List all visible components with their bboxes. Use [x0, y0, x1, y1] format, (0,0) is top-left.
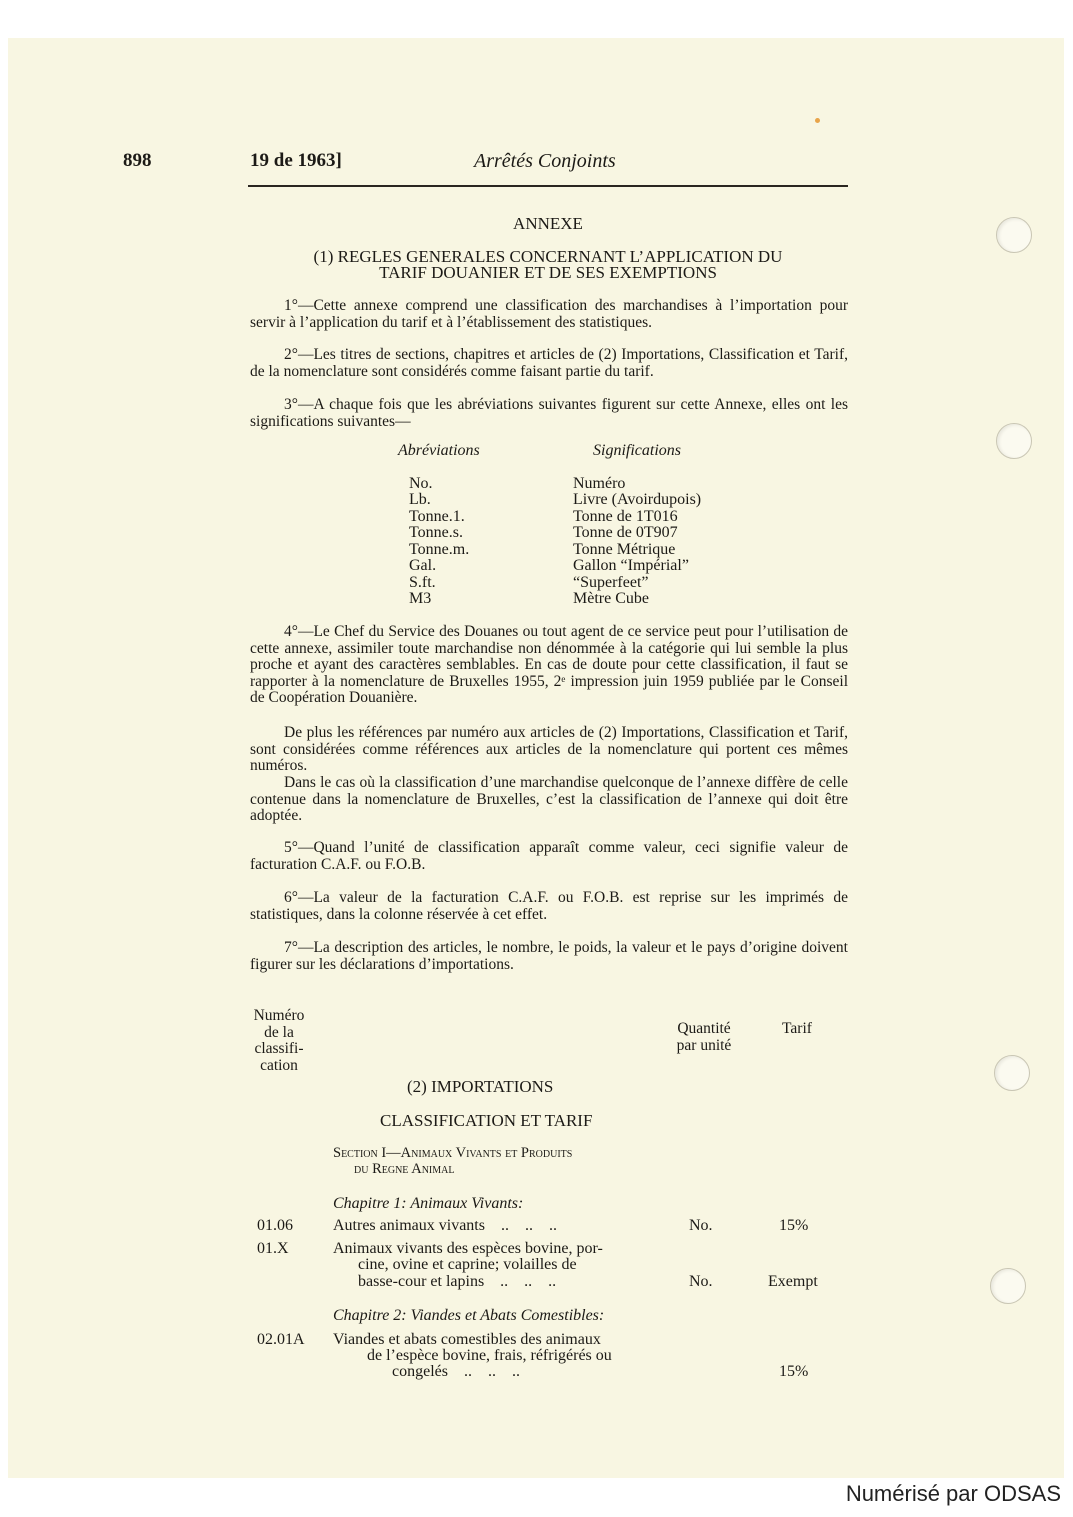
row-tarif: 15% [779, 1363, 809, 1380]
abbr-meaning: Numéro [573, 475, 626, 492]
paragraph-6: 6°—La valeur de la facturation C.A.F. ou F.O.B. est reprise sur les imprimés de statistiques, dans la colonne réservée à cet effet. [250, 889, 848, 923]
paragraph-1: 1°—Cette annexe comprend une classification des marchandises à l’importation pour servir à l’application du tarif et à l’établissement des statistiques. [250, 297, 848, 331]
punch-hole-3 [994, 1055, 1030, 1091]
abbr-item: No. [409, 475, 433, 492]
col-header-number-line: de la [264, 1023, 294, 1041]
abbr-item: S.ft. [409, 574, 436, 591]
abbr-item: Lb. [409, 491, 431, 508]
row-description: Viandes et abats comestibles des animaux [333, 1331, 601, 1348]
row-tarif: Exempt [768, 1273, 818, 1290]
col-header-number-line: cation [260, 1056, 298, 1074]
row-unit: No. [689, 1217, 713, 1234]
col-header-number [244, 1008, 314, 1074]
rules-title-line1: (1) REGLES GENERALES CONCERNANT L’APPLICATION DU [313, 247, 783, 266]
rules-title-line2: TARIF DOUANIER ET DE SES EXEMPTIONS [379, 263, 717, 282]
abbr-item: Tonne.s. [409, 524, 463, 541]
row-tarif: 15% [779, 1217, 809, 1234]
section-subtitle: CLASSIFICATION ET TARIF [380, 1111, 593, 1130]
col-header-quantity [664, 1021, 744, 1054]
row-description: cine, ovine et caprine; volailles de [358, 1256, 577, 1273]
paragraph-4a: 4°—Le Chef du Service des Douanes ou tout agent de ce service peut pour l’utilisation de cette annexe, assimiler toute marchandise non dénommée à la catégorie qui lui semble la plus proche et ayant des caractères semblables. En cas de doute pour cette classification, il faut se rapporter à la nomenclature de Bruxelles 1955, 2ᵉ impression juin 1959 publiée par le Conseil de Coopération Douanière. [250, 623, 848, 706]
significations-header: Significations [593, 442, 681, 459]
punch-hole-1 [996, 217, 1032, 253]
section-heading-line2: du Regne Animal [354, 1161, 455, 1177]
abbr-meaning: Livre (Avoirdupois) [573, 491, 702, 508]
abbr-meaning: Mètre Cube [573, 590, 649, 607]
abbr-item: Gal. [409, 557, 437, 574]
paragraph-4b: De plus les références par numéro aux articles de (2) Importations, Classification et Tarif, sont considérées comme références aux articles de la nomenclature qui portent ces mêmes numéros. [250, 724, 848, 774]
punch-hole-4 [990, 1268, 1026, 1304]
abbr-item: M3 [409, 590, 432, 607]
col-header-number-line: classifi- [254, 1040, 304, 1057]
row-description: Autres animaux vivants .. .. .. [333, 1217, 557, 1234]
abbr-meaning: Tonne de 0T907 [573, 524, 678, 541]
page-number: 898 [123, 150, 152, 171]
abbr-meaning: Tonne de 1T016 [573, 508, 678, 525]
col-header-number-line: Numéro [253, 1007, 305, 1024]
abbr-meaning: Tonne Métrique [573, 541, 676, 558]
row-unit: No. [689, 1273, 713, 1290]
abbr-item: Tonne.1. [409, 508, 465, 525]
header-rule [248, 185, 848, 187]
header-date: 19 de 1963] [250, 150, 342, 171]
abbreviations-header: Abréviations [398, 442, 480, 459]
paragraph-4c: Dans le cas où la classification d’une marchandise quelconque de l’annexe diffère de celle contenue dans la nomenclature de Bruxelles, c’est la classification de l’annexe qui doit être adoptée. [250, 774, 848, 824]
row-code: 01.X [257, 1240, 289, 1257]
col-header-quantity-line: par unité [676, 1036, 732, 1054]
paragraph-5: 5°—Quand l’unité de classification apparaît comme valeur, ceci signifie valeur de facturation C.A.F. ou F.O.B. [250, 839, 848, 873]
digitization-credit: Numérisé par ODSAS [845, 1481, 1061, 1506]
paragraph-3: 3°—A chaque fois que les abréviations suivantes figurent sur cette Annexe, elles ont les significations suivantes— [250, 396, 848, 430]
abbr-meaning: “Superfeet” [573, 574, 649, 591]
abbr-item: Tonne.m. [409, 541, 470, 558]
chapter-2-heading: Chapitre 2: Viandes et Abats Comestibles: [333, 1307, 605, 1324]
annex-title: ANNEXE [513, 214, 583, 233]
row-code: 02.01A [257, 1331, 305, 1348]
paragraph-2: 2°—Les titres de sections, chapitres et articles de (2) Importations, Classification et Tarif, de la nomenclature sont considérés comme faisant partie du tarif. [250, 346, 848, 380]
col-header-quantity-line: Quantité [677, 1020, 731, 1037]
paragraph-7: 7°—La description des articles, le nombre, le poids, la valeur et le pays d’origine doivent figurer sur les déclarations d’importations. [250, 939, 848, 973]
punch-hole-2 [996, 423, 1032, 459]
row-description: Animaux vivants des espèces bovine, por- [333, 1240, 603, 1257]
abbr-meaning: Gallon “Impérial” [573, 557, 689, 574]
chapter-1-heading: Chapitre 1: Animaux Vivants: [333, 1195, 524, 1212]
running-title: Arrêtés Conjoints [474, 150, 616, 172]
row-description: basse-cour et lapins .. .. .. [358, 1273, 557, 1290]
stain-mark [815, 118, 820, 123]
section-heading-line1: Section I—Animaux Vivants et Produits [333, 1145, 573, 1161]
col-header-tarif: Tarif [782, 1020, 812, 1037]
section-title: (2) IMPORTATIONS [407, 1077, 554, 1096]
row-code: 01.06 [257, 1217, 293, 1234]
row-description: de l’espèce bovine, frais, réfrigérés ou [367, 1347, 612, 1364]
row-description: congelés .. .. .. [392, 1363, 520, 1380]
